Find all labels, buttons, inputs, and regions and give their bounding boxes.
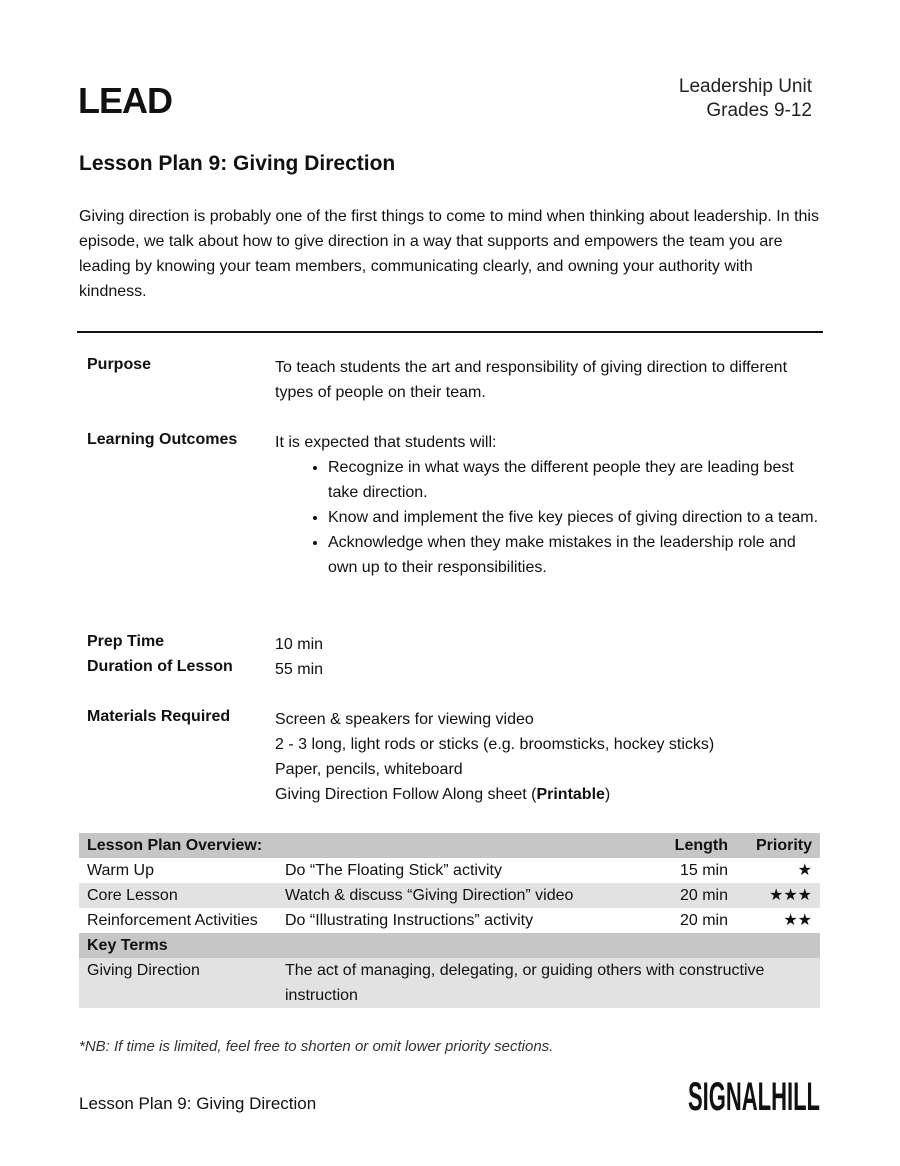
table-row <box>79 908 820 933</box>
material-item: 2 - 3 long, light rods or sticks (e.g. broomsticks, hockey sticks) <box>275 736 715 753</box>
duration-value: 55 min <box>275 661 324 678</box>
footer-text: Lesson Plan 9: Giving Direction <box>79 1094 317 1113</box>
purpose-value: To teach students the art and responsibility of giving direction to different types of people on their team. <box>275 359 788 401</box>
outcomes-list <box>275 455 820 580</box>
material-text: Giving Direction Follow Along sheet ( <box>275 786 537 803</box>
length-cell: 15 min <box>679 862 728 879</box>
materials-list <box>275 707 820 807</box>
unit-info <box>679 75 812 123</box>
list-item: • Acknowledge when they make mistakes in the leadership role and own up to their responsibilities. <box>328 530 820 580</box>
table-row <box>79 883 820 908</box>
divider <box>77 331 823 333</box>
length-header: Length <box>674 837 728 854</box>
unit-label: Leadership Unit <box>678 76 812 97</box>
note: *NB: If time is limited, feel free to shorten or omit lower priority sections. <box>79 1038 554 1055</box>
material-item: Screen & speakers for viewing video <box>275 711 534 728</box>
activity-cell: Do “Illustrating Instructions” activity <box>285 912 534 929</box>
length-cell: 20 min <box>679 912 728 929</box>
definition-cell: The act of managing, delegating, or guiding others with constructive instruction <box>285 962 765 1004</box>
priority-stars: ★★ <box>783 912 812 929</box>
priority-stars: ★★★ <box>768 887 812 904</box>
list-item: • Know and implement the five key pieces of giving direction to a team. <box>328 505 820 530</box>
section-cell: Core Lesson <box>87 887 178 904</box>
purpose-label: Purpose <box>87 356 152 373</box>
intro-paragraph: Giving direction is probably one of the first things to come to mind when thinking about leadership. In this episode, we talk about how to give direction in a way that supports and empowers the team you are leading by knowing your team members, communicating clearly, and owning your authority with kindness. <box>79 208 819 300</box>
table-row <box>79 958 820 1008</box>
key-terms-title: Key Terms <box>87 937 168 954</box>
list-item: • Recognize in what ways the different people they are leading best take direction. <box>328 455 820 505</box>
material-text: ) <box>604 786 611 803</box>
outcomes-intro: It is expected that students will: <box>275 434 497 451</box>
outcomes-value <box>275 430 820 580</box>
material-item <box>275 782 820 807</box>
signalhill-logo: SIGNALHILL <box>688 1075 820 1119</box>
printable-link[interactable]: Printable <box>536 786 605 803</box>
table-header <box>79 833 820 858</box>
grades-label: Grades 9-12 <box>706 100 812 121</box>
overview-header: Lesson Plan Overview: <box>87 837 263 854</box>
priority-stars: ★ <box>797 862 812 879</box>
key-terms-header <box>79 933 820 958</box>
activity-cell: Watch & discuss “Giving Direction” video <box>285 887 574 904</box>
section-cell: Warm Up <box>87 862 154 879</box>
overview-table <box>79 833 820 1008</box>
activity-cell: Do “The Floating Stick” activity <box>285 862 502 879</box>
priority-header: Priority <box>755 837 812 854</box>
outcomes-label: Learning Outcomes <box>87 431 238 448</box>
page-title: Lesson Plan 9: Giving Direction <box>79 152 396 175</box>
prep-value: 10 min <box>275 636 324 653</box>
section-cell: Reinforcement Activities <box>87 912 258 929</box>
lead-logo: LEAD <box>78 80 172 121</box>
materials-label: Materials Required <box>87 708 231 725</box>
duration-label: Duration of Lesson <box>87 658 233 675</box>
term-cell: Giving Direction <box>87 962 200 979</box>
material-item: Paper, pencils, whiteboard <box>275 761 463 778</box>
table-row <box>79 858 820 883</box>
length-cell: 20 min <box>679 887 728 904</box>
prep-label: Prep Time <box>87 633 165 650</box>
